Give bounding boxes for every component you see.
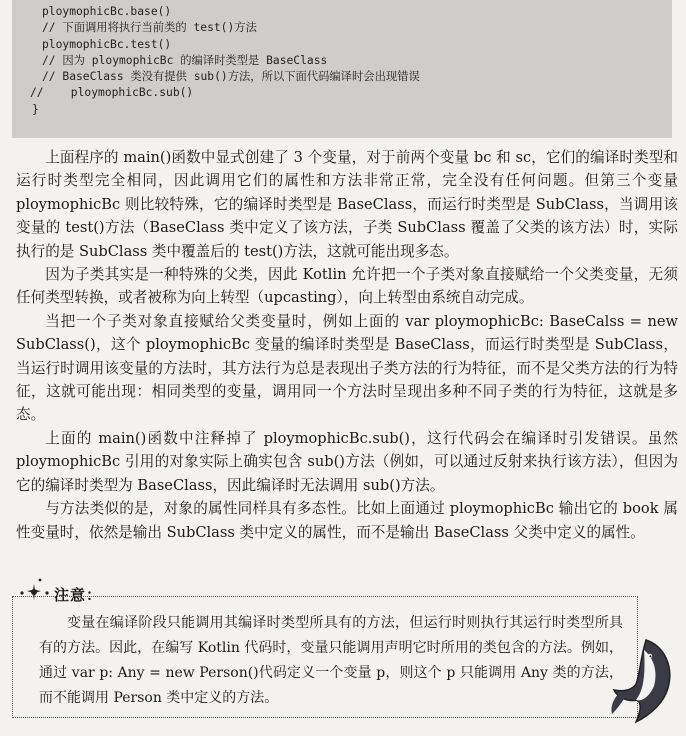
note-paragraph: 变量在编译阶段只能调用其编译时类型所具有的方法，但运行时则执行其运行时类型所具有的方法。因此，在编写 Kotlin 代码时，变量只能调用声明它时所用的类包含的方法。例如，通过 var p: Any = new Person()代码定义一个变量 p，则这个 p 只能调用 Any 类的方法，而不能调用 Person 类中定义的方法。: [39, 615, 623, 706]
paragraph: 与方法类似的是，对象的属性同样具有多态性。比如上面通过 ploymophicBc 输出它的 book 属性变量时，依然是输出 SubClass 类中定义的属性，而不是输出 BaseClass 父类中定义的属性。: [16, 500, 678, 541]
code-line: // ploymophicBc.sub(): [30, 86, 194, 100]
code-line: // BaseClass 类没有提供 sub()方法，所以下面代码编译时会出现错误: [42, 70, 420, 84]
dolphin-mascot-icon: [606, 636, 678, 728]
paragraph: 因为子类其实是一种特殊的父类，因此 Kotlin 允许把一个子类对象直接赋给一个父类变量，无须任何类型转换，或者被称为向上转型（upcasting），向上转型由系统自动完成。: [16, 266, 678, 307]
note-box: [12, 596, 638, 718]
code-line: // 因为 ploymophicBc 的编译时类型是 BaseClass: [42, 53, 328, 67]
note-title: 注意：: [54, 586, 103, 604]
paragraph: 当把一个子类对象直接赋给父类变量时，例如上面的 var ploymophicBc: BaseCalss = new SubClass()，这个 ploymophicBc 变量的编译时类型是 BaseClass，而运行时类型是 SubClass，当运行时调用该变量的方法时，其方法行为总是表现出子类方法的行为特征，而不是父类方法的行为特征，这就可能出现：相同类型的变量，调用同一个方法时呈现出多种不同子类的行为特征，这就是多态。: [16, 312, 678, 424]
body-text: [16, 146, 678, 544]
paragraph: 上面程序的 main()函数中显式创建了 3 个变量，对于前两个变量 bc 和 sc，它们的编译时类型和运行时类型完全相同，因此调用它们的属性和方法非常正常，完全没有任何问题。但第三个变量 ploymophicBc 则比较特殊，它的编译时类型是 BaseClass，而运行时类型是 SubClass，当调用该变量的 test()方法（BaseClass 类中定义了该方法，子类 SubClass 覆盖了父类的该方法）时，实际执行的是 SubClass 类中覆盖后的 test()方法，这就可能出现多态。: [16, 149, 678, 260]
code-line: // 下面调用将执行当前类的 test()方法: [42, 21, 257, 35]
code-line: ploymophicBc.test(): [42, 37, 172, 51]
paragraph: 上面的 main()函数中注释掉了 ploymophicBc.sub()，这行代码会在编译时引发错误。虽然 ploymophicBc 引用的对象实际上确实包含 sub()方法（例如，可以通过反射来执行该方法），但因为它的编译时类型为 BaseClass，因此编译时无法调用 sub()方法。: [16, 429, 678, 494]
code-line: }: [32, 102, 39, 116]
code-line: ploymophicBc.base(): [42, 5, 172, 18]
note-text: [39, 611, 623, 711]
code-block: [12, 0, 672, 138]
